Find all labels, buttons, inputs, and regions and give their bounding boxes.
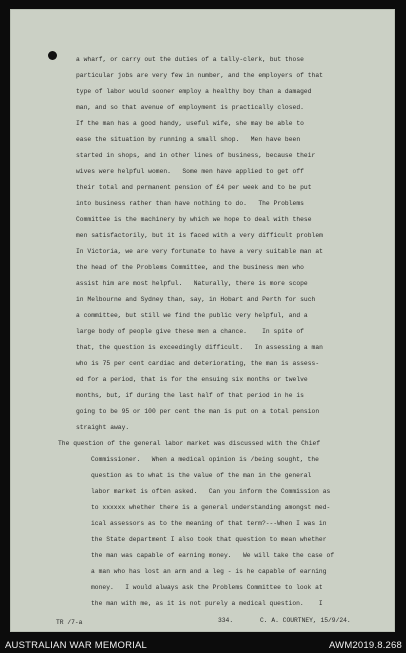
text-line: labor market is often asked. Can you inform the Commission as <box>91 488 331 495</box>
footer-reference: TR /7-a <box>56 619 83 626</box>
text-line: ed for a period, that is for the ensuing six months or twelve <box>76 376 308 383</box>
text-line: their total and permanent pension of £4 per week and to be put <box>76 184 312 191</box>
page-footer <box>10 619 395 629</box>
text-line: wives were helpful women. Some men have applied to get off <box>76 168 304 175</box>
text-line: a committee, but still we find the public very helpful, and a <box>76 312 308 319</box>
text-line: months, but, if during the last half of that period in he is <box>76 392 304 399</box>
text-line: a man who has lost an arm and a leg - is he capable of earning <box>91 568 327 575</box>
text-line: the head of the Problems Committee, and the business men who <box>76 264 304 271</box>
text-line: the man was capable of earning money. We will take the case of <box>91 552 335 559</box>
institution-credit: AUSTRALIAN WAR MEMORIAL <box>5 640 148 651</box>
text-line: into business rather than have nothing to do. The Problems <box>76 200 304 207</box>
accession-number: AWM2019.8.268 <box>328 640 402 651</box>
text-line: men satisfactorily, but it is faced with a very difficult problem <box>76 232 323 239</box>
text-line: the man with me, as it is not purely a medical question. I <box>91 600 323 607</box>
text-line: a wharf, or carry out the duties of a tally-clerk, but those <box>76 56 304 63</box>
text-line: type of labor would sooner employ a healthy boy than a damaged <box>76 88 312 95</box>
document-page <box>10 9 395 632</box>
text-line: to xxxxxx whether there is a general understanding amongst med- <box>91 504 331 511</box>
text-line: the State department I also took that question to mean whether <box>91 536 327 543</box>
text-line: going to be 95 or 100 per cent the man is put on a total pension <box>76 408 320 415</box>
text-line: Commissioner. When a medical opinion is /being sought, the <box>91 456 319 463</box>
text-line: question as to what is the value of the man in the general <box>91 472 312 479</box>
text-line: money. I would always ask the Problems Committee to look at <box>91 584 323 591</box>
speaker-date: C. A. COURTNEY, 15/9/24. <box>260 617 351 624</box>
text-line: The question of the general labor market was discussed with the Chief <box>58 440 321 447</box>
text-line: assist him are most helpful. Naturally, there is more scope <box>76 280 308 287</box>
text-line: large body of people give these men a chance. In spite of <box>76 328 304 335</box>
text-line: Committee is the machinery by which we hope to deal with these <box>76 216 312 223</box>
text-line: who is 75 per cent cardiac and deteriorating, the man is assess- <box>76 360 320 367</box>
text-line: man, and so that avenue of employment is practically closed. <box>76 104 304 111</box>
text-line: in Melbourne and Sydney than, say, in Hobart and Perth for such <box>76 296 316 303</box>
text-line: particular jobs are very few in number, and the employers of that <box>76 72 323 79</box>
text-line: In Victoria, we are very fortunate to have a very suitable man at <box>76 248 323 255</box>
text-line: ease the situation by running a small shop. Men have been <box>76 136 301 143</box>
text-line: started in shops, and in other lines of business, because their <box>76 152 316 159</box>
text-line: ical assessors as to the meaning of that term?---When I was in <box>91 520 327 527</box>
text-line: If the man has a good handy, useful wife, she may be able to <box>76 120 304 127</box>
punch-hole <box>48 51 57 60</box>
text-line: that, the question is exceedingly difficult. In assessing a man <box>76 344 323 351</box>
page-number: 334. <box>218 617 234 624</box>
text-line: straight away. <box>76 424 130 431</box>
